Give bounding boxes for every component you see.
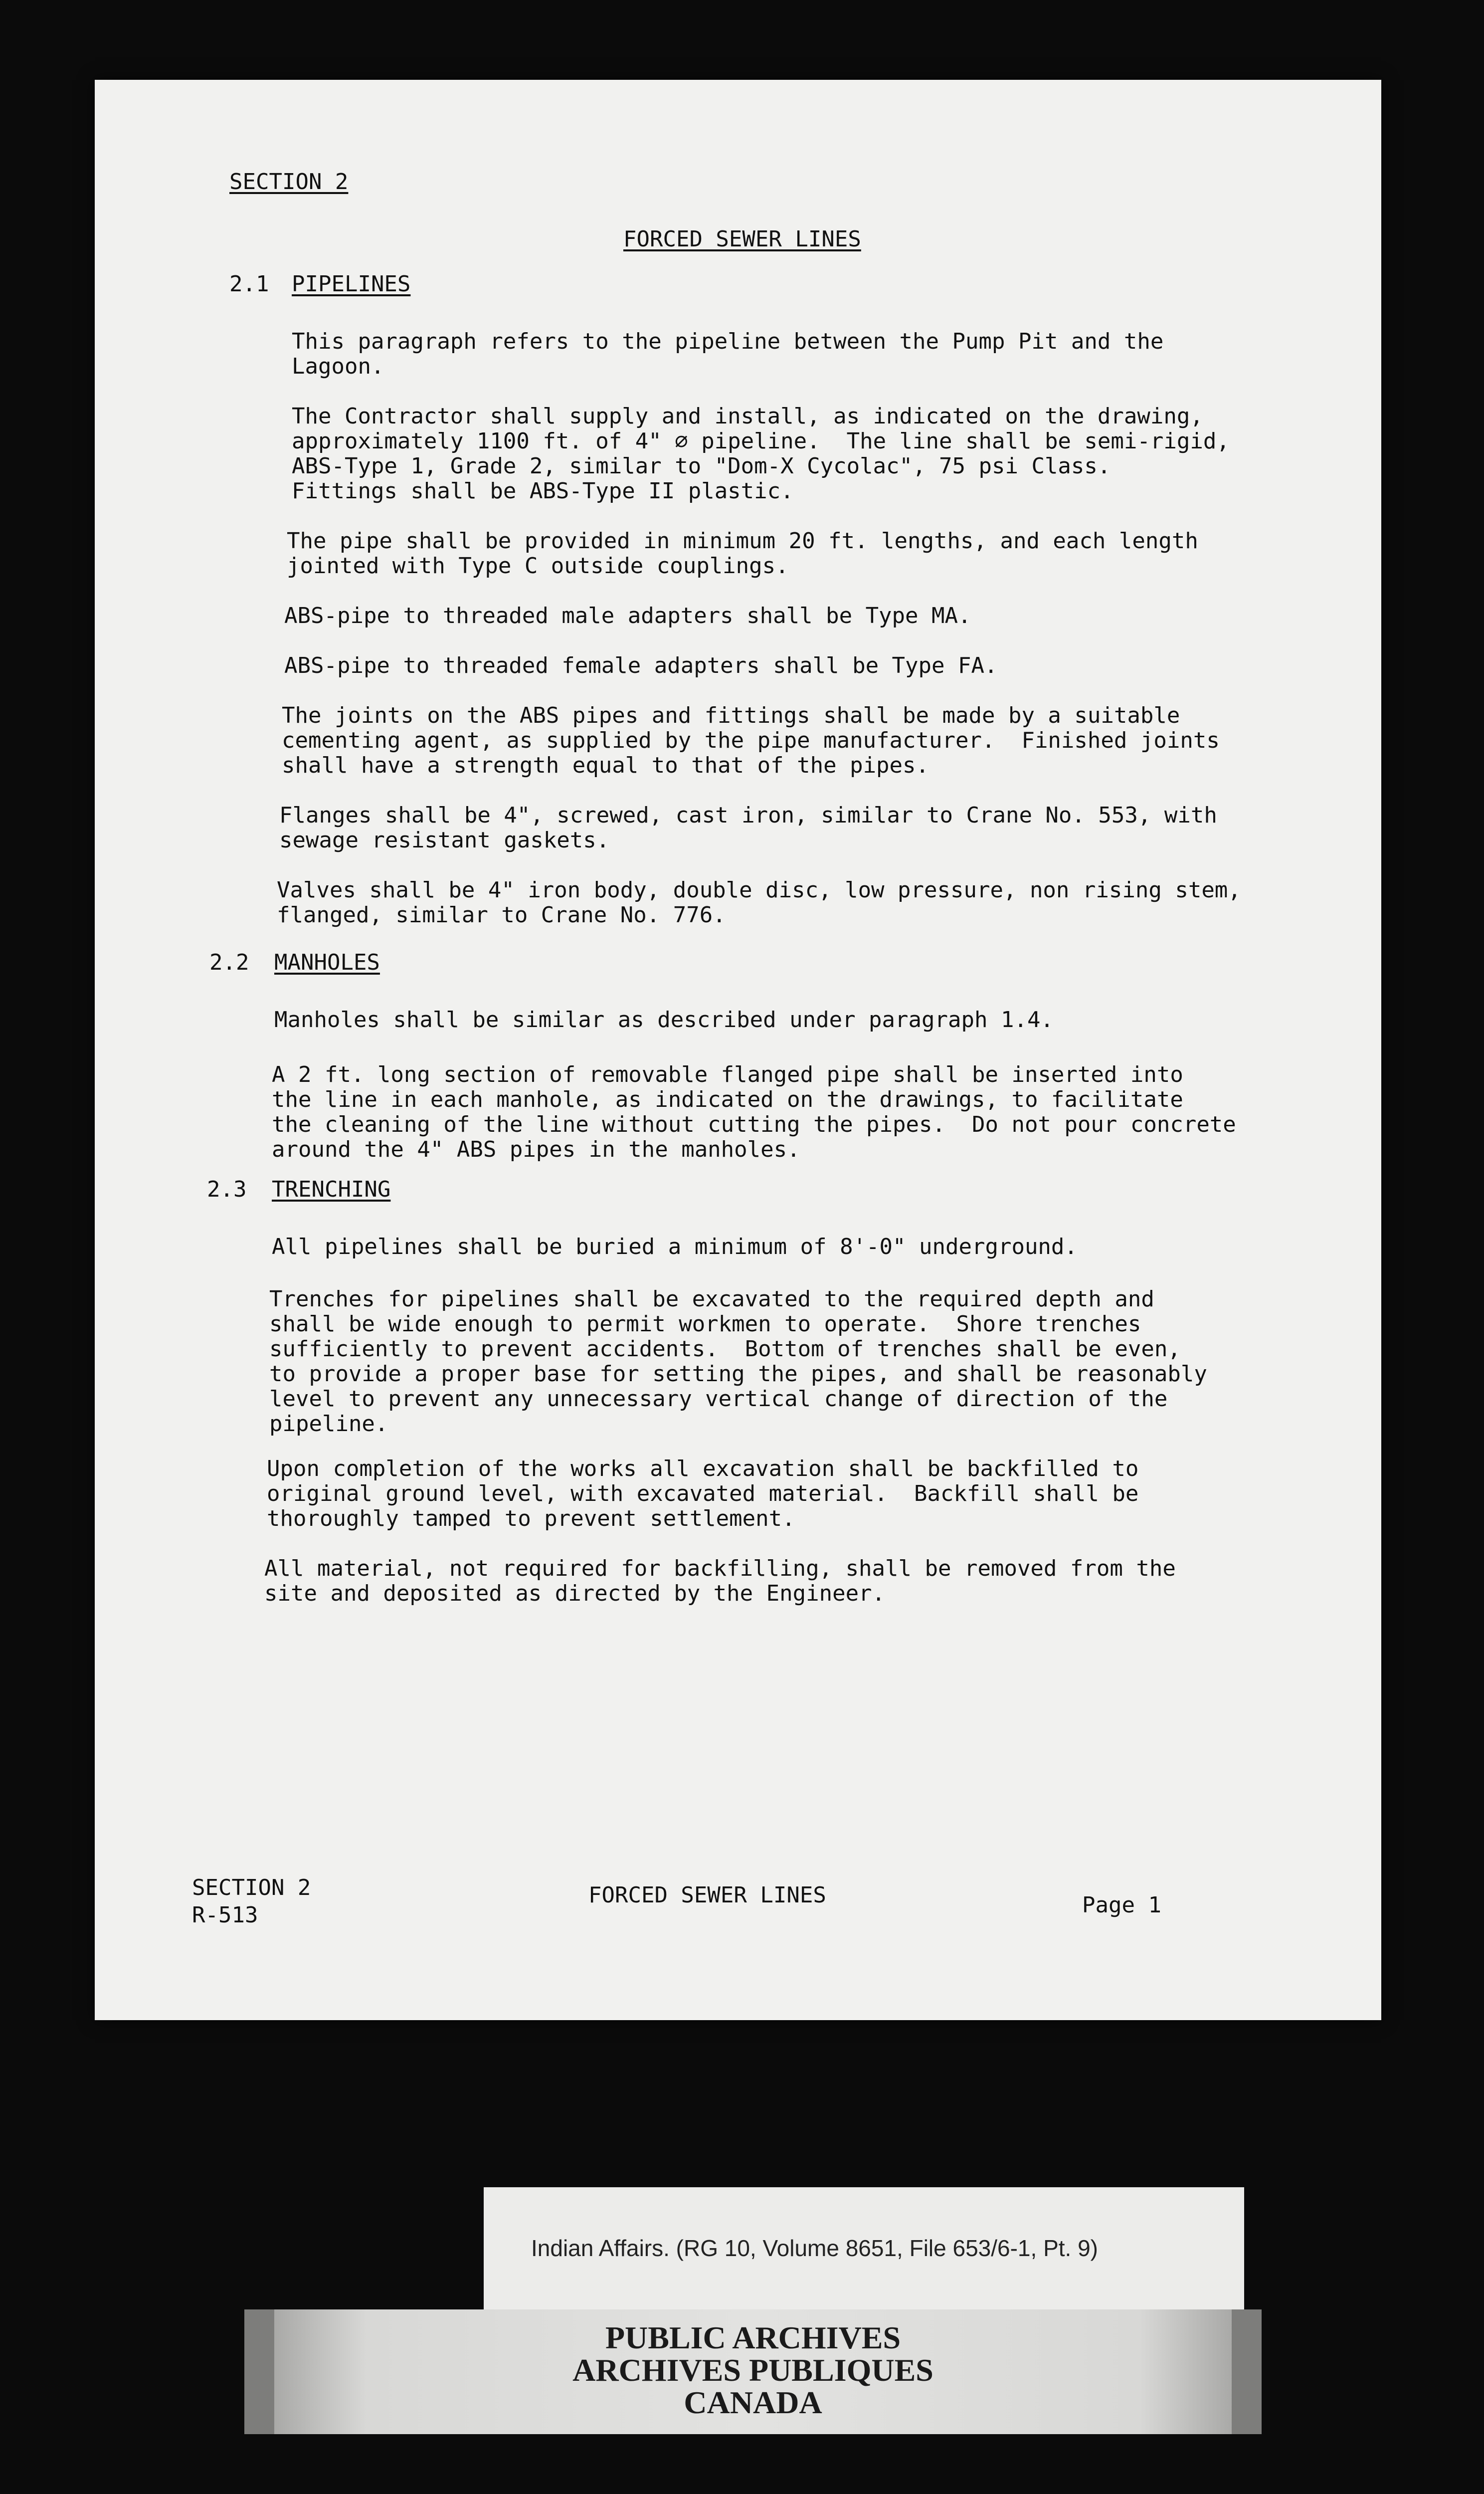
document-title: FORCED SEWER LINES [623, 226, 861, 252]
section-title-pipelines: PIPELINES [292, 271, 411, 297]
pipelines-paragraph-8: Valves shall be 4" iron body, double disc, low pressure, non rising stem, flanged, similar to Crane No. 776. [277, 877, 1241, 928]
trenching-paragraph-3: Upon completion of the works all excavation shall be backfilled to original ground level, with excavated material. Backfill shall be thoroughly tamped to prevent settlement. [267, 1456, 1139, 1531]
section-number-2-2: 2.2 [209, 950, 249, 975]
pipelines-paragraph-1: This paragraph refers to the pipeline between the Pump Pit and the Lagoon. [292, 329, 1164, 379]
manholes-paragraph-1: Manholes shall be similar as described under paragraph 1.4. [274, 1007, 1054, 1033]
section-number-2-1: 2.1 [229, 271, 269, 297]
pipelines-paragraph-4: ABS-pipe to threaded male adapters shall be Type MA. [284, 603, 971, 628]
pipelines-paragraph-5: ABS-pipe to threaded female adapters shall be Type FA. [284, 653, 998, 678]
page-number: Page 1 [1082, 1892, 1161, 1918]
trenching-paragraph-4: All material, not required for backfilling, shall be removed from the site and deposited as directed by the Engineer. [264, 1556, 1176, 1606]
archive-reference-text: Indian Affairs. (RG 10, Volume 8651, File 653/6-1, Pt. 9) [531, 2235, 1098, 2261]
section-title-manholes: MANHOLES [274, 950, 380, 975]
stamp-line-1: PUBLIC ARCHIVES [605, 2320, 901, 2355]
pipelines-paragraph-7: Flanges shall be 4", screwed, cast iron, similar to Crane No. 553, with sewage resistant gaskets. [279, 803, 1217, 853]
section-title-trenching: TRENCHING [272, 1177, 391, 1202]
trenching-paragraph-1: All pipelines shall be buried a minimum of 8'-0" underground. [272, 1234, 1078, 1259]
pipelines-paragraph-3: The pipe shall be provided in minimum 20 ft. lengths, and each length jointed with Type C outside couplings. [287, 528, 1198, 579]
footer-reference: R-513 [192, 1902, 258, 1928]
pipelines-paragraph-2: The Contractor shall supply and install, as indicated on the drawing, approximately 1100 ft. of 4" ∅ pipeline. The line shall be semi-rigid, ABS-Type 1, Grade 2, similar to "Dom-X Cycolac", 75 psi Class. Fittings shall be ABS-Type II plastic. [292, 404, 1230, 504]
footer-title: FORCED SEWER LINES [588, 1882, 826, 1908]
footer-section: SECTION 2 [192, 1875, 311, 1900]
stamp-line-3: CANADA [684, 2385, 822, 2420]
trenching-paragraph-2: Trenches for pipelines shall be excavated to the required depth and shall be wide enough to permit workmen to operate. Shore trenches sufficiently to prevent accidents. Bottom of trenches shall be even, to provide a proper base for setting the pipes, and shall be reasonably level to prevent any unnecessary vertical change of direction of the pipeline. [269, 1286, 1207, 1437]
archives-stamp [244, 2309, 1262, 2434]
pipelines-paragraph-6: The joints on the ABS pipes and fittings shall be made by a suitable cementing agent, as supplied by the pipe manufacturer. Finished joints shall have a strength equal to that of the pipes. [282, 703, 1220, 778]
archive-reference-label [484, 2187, 1244, 2312]
stamp-line-2: ARCHIVES PUBLIQUES [572, 2352, 933, 2388]
manholes-paragraph-2: A 2 ft. long section of removable flanged pipe shall be inserted into the line in each manhole, as indicated on the drawings, to facilitate the cleaning of the line without cutting the pipes. Do not pour concrete around the 4" ABS pipes in the manholes. [272, 1062, 1236, 1162]
document-page [95, 80, 1381, 2020]
section-heading: SECTION 2 [229, 169, 349, 195]
section-number-2-3: 2.3 [207, 1177, 247, 1202]
